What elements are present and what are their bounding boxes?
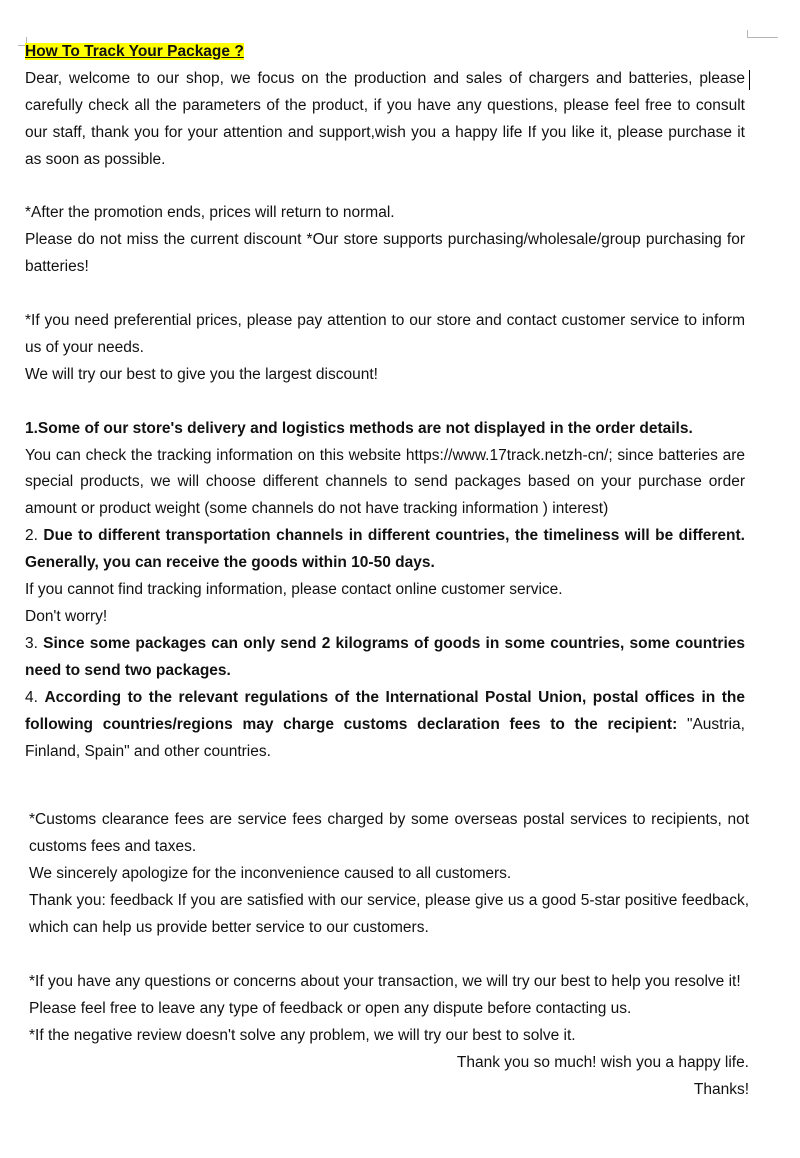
intro-paragraph: Dear, welcome to our shop, we focus on the production and sales of chargers and batteries, please carefully check all the parameters of the product, if you have any questions, please feel free to consult our staff, thank you for your attention and support,wish you a happy life If you like it, please purchase it as soon as possible.: [25, 69, 745, 168]
point-2-number: 2.: [25, 527, 38, 545]
point-3-heading: Since some packages can only send 2 kilograms of goods in some countries, some countries need to send two packages.: [25, 634, 745, 679]
customs-line-1: *Customs clearance fees are service fees charged by some overseas postal services to recipients, not customs fees and taxes.: [29, 811, 749, 855]
point-1-body: You can check the tracking information on this website https://www.17track.netzh-cn/; since batteries are special products, we will choose different channels to send packages based on your purchase order amount or product weight (some channels do not have tracking information ) interest): [25, 446, 745, 518]
customs-line-3: Thank you: feedback If you are satisfied with our service, please give us a good 5-star positive feedback, which can help us provide better service to our customers.: [29, 892, 749, 936]
preferential-line-1: *If you need preferential prices, please pay attention to our store and contact customer service to inform us of your needs.: [25, 312, 745, 356]
thanks-line-2: Thanks!: [693, 1080, 749, 1098]
text-cursor: [749, 70, 750, 90]
point-2: [25, 523, 745, 577]
point-4-countries: "Austria, Finland, Spain" and other countries.: [25, 715, 745, 760]
point-3-number: 3.: [25, 634, 38, 652]
closing-line-1: *If you have any questions or concerns about your transaction, we will try our best to help you resolve it!: [29, 972, 741, 990]
document-title: [25, 39, 745, 66]
customs-and-closing-section: [29, 806, 749, 1103]
closing-line-3: *If the negative review doesn't solve any problem, we will try our best to solve it.: [29, 1026, 576, 1044]
closing-line-2: Please feel free to leave any type of feedback or open any dispute before contacting us.: [29, 999, 632, 1017]
point-2-heading: Due to different transportation channels in different countries, the timeliness will be different. Generally, you can receive the goods within 10-50 days.: [25, 527, 745, 572]
customs-line-2: We sincerely apologize for the inconvenience caused to all customers.: [29, 865, 512, 882]
promo-line-2: Please do not miss the current discount *Our store supports purchasing/wholesale/group purchasing for batteries!: [25, 231, 745, 276]
preferential-line-2: We will try our best to give you the largest discount!: [25, 365, 378, 383]
point-2-line-1: If you cannot find tracking information, please contact online customer service.: [25, 581, 563, 599]
point-4: [25, 685, 745, 766]
crop-mark-top-right: [747, 30, 778, 38]
point-1-heading: 1.Some of our store's delivery and logistics methods are not displayed in the order details.: [25, 419, 693, 437]
point-2-line-2: Don't worry!: [25, 607, 108, 625]
point-4-heading: According to the relevant regulations of the International Postal Union, postal offices in the following countries/regions may charge customs declaration fees to the recipient:: [25, 688, 745, 733]
point-3: [25, 631, 745, 685]
document-body: [25, 39, 745, 765]
point-4-number: 4.: [25, 688, 38, 706]
highlighted-title-text: How To Track Your Package ?: [25, 43, 244, 60]
promo-line-1: *After the promotion ends, prices will return to normal.: [25, 204, 395, 222]
thanks-line-1: Thank you so much! wish you a happy life.: [456, 1053, 749, 1071]
